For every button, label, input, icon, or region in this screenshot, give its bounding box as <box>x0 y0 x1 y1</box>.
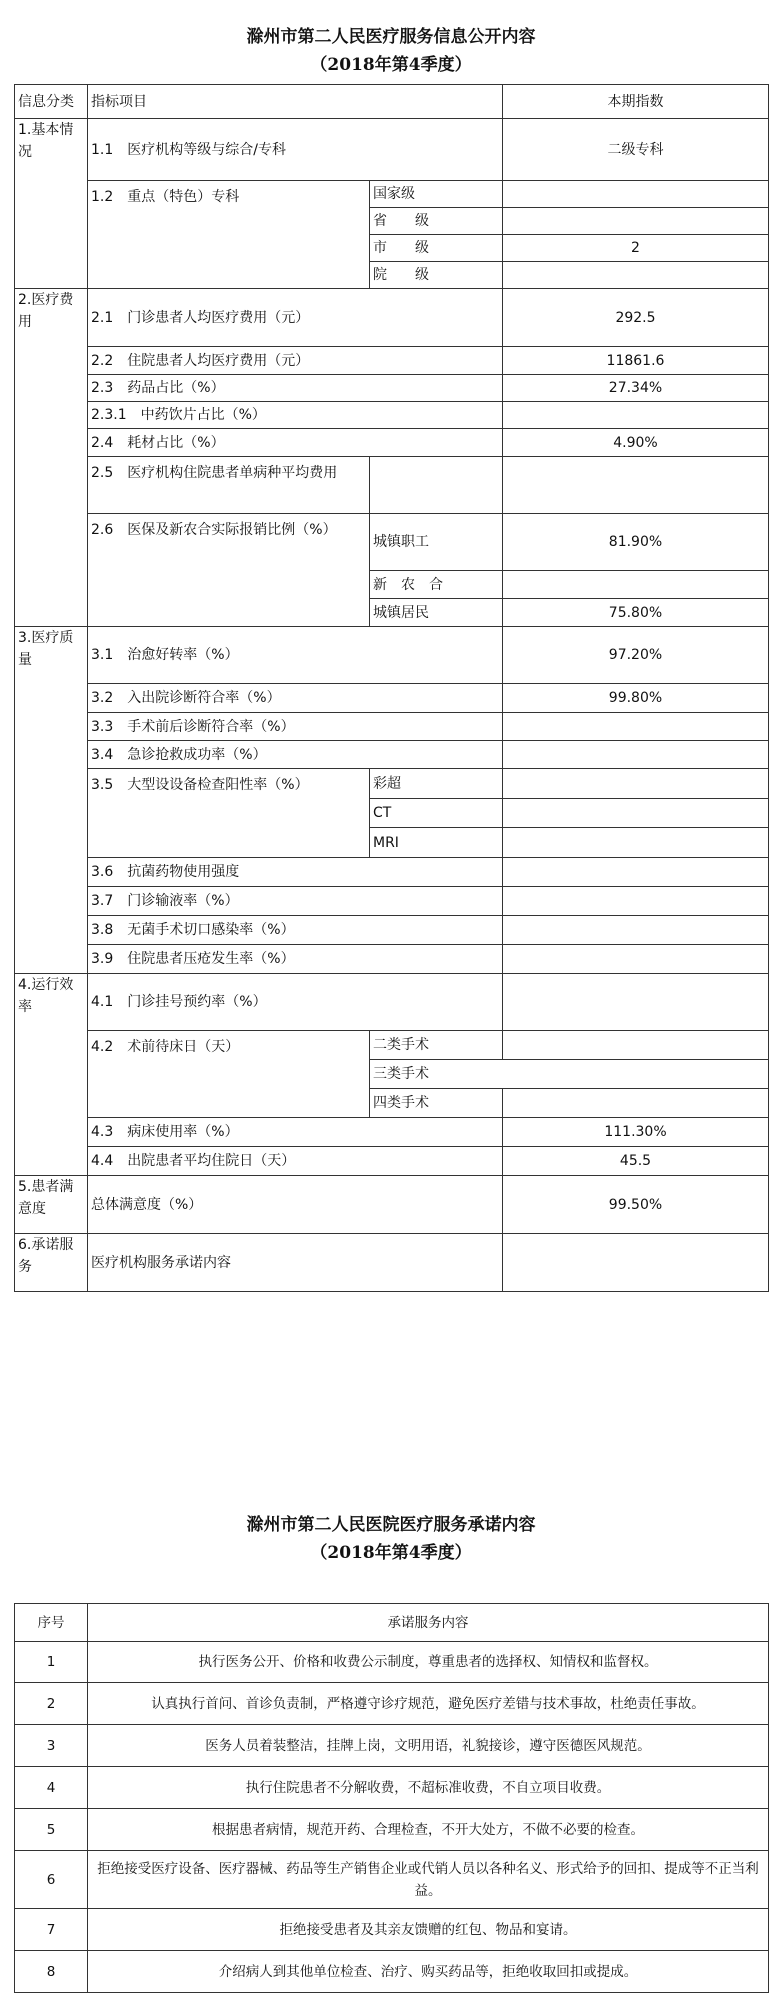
row-value <box>503 916 769 945</box>
category-cost: 2.医疗费用 <box>15 289 88 627</box>
sub-item: 彩超 <box>370 769 503 799</box>
row-value: 二级专科 <box>503 119 769 181</box>
sub-item: 省 级 <box>370 208 503 235</box>
row-item: 2.6 医保及新农合实际报销比例（%） <box>88 514 370 627</box>
sub-item: CT <box>370 799 503 828</box>
row-value <box>503 858 769 887</box>
row-value-empty <box>503 1089 769 1118</box>
row-item: 2.1 门诊患者人均医疗费用（元） <box>88 289 503 347</box>
table-row <box>15 514 769 571</box>
table-row <box>15 858 769 887</box>
sub-item: 院 级 <box>370 262 503 289</box>
row-text: 执行住院患者不分解收费，不超标准收费，不自立项目收费。 <box>88 1767 769 1809</box>
row-item: 医疗机构服务承诺内容 <box>88 1234 503 1292</box>
row-value <box>503 741 769 769</box>
row-value <box>503 181 769 208</box>
sub-item: 三类手术 <box>370 1060 769 1089</box>
row-item: 3.2 入出院诊断符合率（%） <box>88 684 503 713</box>
header-item: 指标项目 <box>88 85 503 119</box>
row-no: 5 <box>15 1809 88 1851</box>
row-text: 拒绝接受患者及其亲友馈赠的红包、物品和宴请。 <box>88 1909 769 1951</box>
page-subtitle: （2018年第4季度） <box>310 55 472 75</box>
row-item: 4.2 术前待床日（天） <box>88 1031 370 1118</box>
table-row <box>15 741 769 769</box>
table-row <box>15 1909 769 1951</box>
table-row <box>15 1118 769 1147</box>
sub-item: 新 农 合 <box>370 571 503 599</box>
row-no: 4 <box>15 1767 88 1809</box>
row-value <box>503 799 769 828</box>
row-item: 3.6 抗菌药物使用强度 <box>88 858 503 887</box>
row-text: 拒绝接受医疗设备、医疗器械、药品等生产销售企业或代销人员以各种名义、形式给予的回扣、提成等不正当利益。 <box>88 1851 769 1909</box>
row-item: 2.5 医疗机构住院患者单病种平均费用 <box>88 457 370 514</box>
row-no: 7 <box>15 1909 88 1951</box>
table-row <box>15 1147 769 1176</box>
row-value: 75.80% <box>503 599 769 627</box>
header-content: 承诺服务内容 <box>88 1604 769 1642</box>
row-item: 1.2 重点（特色）专科 <box>88 181 370 289</box>
table-row <box>15 1642 769 1683</box>
sub-item: 市 级 <box>370 235 503 262</box>
table-row <box>15 402 769 429</box>
row-value <box>503 402 769 429</box>
table-row <box>15 1851 769 1909</box>
row-item: 3.9 住院患者压疮发生率（%） <box>88 945 503 974</box>
row-item: 1.1 医疗机构等级与综合/专科 <box>88 119 503 181</box>
category-basic: 1.基本情况 <box>15 119 88 289</box>
row-value: 11861.6 <box>503 347 769 375</box>
row-value: 45.5 <box>503 1147 769 1176</box>
sub-item: 四类手术 <box>370 1089 503 1118</box>
row-value: 99.50% <box>503 1176 769 1234</box>
table-row <box>15 916 769 945</box>
row-no: 1 <box>15 1642 88 1683</box>
table-row <box>15 375 769 402</box>
row-value <box>503 887 769 916</box>
row-text: 介绍病人到其他单位检查、治疗、购买药品等，拒绝收取回扣或提成。 <box>88 1951 769 1993</box>
commitment-table <box>14 1603 769 1993</box>
table-row <box>15 974 769 1031</box>
row-value: 292.5 <box>503 289 769 347</box>
row-no: 8 <box>15 1951 88 1993</box>
category-commitment: 6.承诺服务 <box>15 1234 88 1292</box>
sub-item: 城镇居民 <box>370 599 503 627</box>
table-header-row <box>15 1604 769 1642</box>
row-value <box>503 1234 769 1292</box>
row-text: 执行医务公开、价格和收费公示制度，尊重患者的选择权、知情权和监督权。 <box>88 1642 769 1683</box>
sub-item: MRI <box>370 828 503 858</box>
row-item: 3.7 门诊输液率（%） <box>88 887 503 916</box>
row-text: 认真执行首问、首诊负责制，严格遵守诊疗规范，避免医疗差错与技术事故，杜绝责任事故。 <box>88 1683 769 1725</box>
row-value: 2 <box>503 235 769 262</box>
header-value: 本期指数 <box>503 85 769 119</box>
row-item: 3.3 手术前后诊断符合率（%） <box>88 713 503 741</box>
row-item: 4.3 病床使用率（%） <box>88 1118 503 1147</box>
row-value: 97.20% <box>503 627 769 684</box>
header-no: 序号 <box>15 1604 88 1642</box>
row-value <box>503 457 769 514</box>
category-quality: 3.医疗质量 <box>15 627 88 974</box>
row-value <box>503 974 769 1031</box>
row-text: 医务人员着装整洁，挂牌上岗，文明用语，礼貌接诊，遵守医德医风规范。 <box>88 1725 769 1767</box>
table-row <box>15 429 769 457</box>
commitment-title: 滁州市第二人民医院医疗服务承诺内容 <box>246 1515 536 1535</box>
row-item: 4.1 门诊挂号预约率（%） <box>88 974 503 1031</box>
row-value <box>503 769 769 799</box>
table-header-row <box>15 85 769 119</box>
info-disclosure-table <box>14 84 769 1292</box>
row-value <box>503 713 769 741</box>
row-value <box>503 945 769 974</box>
table-row <box>15 289 769 347</box>
row-item: 2.3.1 中药饮片占比（%） <box>88 402 503 429</box>
row-value <box>503 208 769 235</box>
table-row <box>15 1767 769 1809</box>
row-item: 2.2 住院患者人均医疗费用（元） <box>88 347 503 375</box>
row-value: 99.80% <box>503 684 769 713</box>
sub-item: 城镇职工 <box>370 514 503 571</box>
row-item: 3.1 治愈好转率（%） <box>88 627 503 684</box>
table-row <box>15 1031 769 1060</box>
row-value-empty <box>503 1031 769 1060</box>
table-row <box>15 119 769 181</box>
row-no: 3 <box>15 1725 88 1767</box>
commitment-subtitle: （2018年第4季度） <box>310 1543 472 1563</box>
row-item: 2.3 药品占比（%） <box>88 375 503 402</box>
table-row <box>15 769 769 799</box>
sub-item: 二类手术 <box>370 1031 503 1060</box>
row-value <box>503 828 769 858</box>
table-row <box>15 945 769 974</box>
row-item: 3.8 无菌手术切口感染率（%） <box>88 916 503 945</box>
table-row <box>15 181 769 208</box>
table-row <box>15 1176 769 1234</box>
row-item: 总体满意度（%） <box>88 1176 503 1234</box>
row-value: 81.90% <box>503 514 769 571</box>
row-item: 2.4 耗材占比（%） <box>88 429 503 457</box>
row-value: 4.90% <box>503 429 769 457</box>
table-row <box>15 1809 769 1851</box>
row-item: 3.4 急诊抢救成功率（%） <box>88 741 503 769</box>
table-row <box>15 347 769 375</box>
row-value <box>503 262 769 289</box>
table-row <box>15 1683 769 1725</box>
row-no: 6 <box>15 1851 88 1909</box>
table-row <box>15 457 769 514</box>
category-efficiency: 4.运行效率 <box>15 974 88 1176</box>
table-row <box>15 627 769 684</box>
row-item: 4.4 出院患者平均住院日（天） <box>88 1147 503 1176</box>
row-no: 2 <box>15 1683 88 1725</box>
sub-item: 国家级 <box>370 181 503 208</box>
table-row <box>15 713 769 741</box>
table-row <box>15 887 769 916</box>
row-item: 3.5 大型设设备检查阳性率（%） <box>88 769 370 858</box>
row-value <box>503 571 769 599</box>
table-row <box>15 1951 769 1993</box>
row-value: 27.34% <box>503 375 769 402</box>
category-satisfaction: 5.患者满意度 <box>15 1176 88 1234</box>
row-value: 111.30% <box>503 1118 769 1147</box>
header-category: 信息分类 <box>15 85 88 119</box>
page-title: 滁州市第二人民医疗服务信息公开内容 <box>246 27 536 47</box>
row-text: 根据患者病情，规范开药、合理检查，不开大处方，不做不必要的检查。 <box>88 1809 769 1851</box>
row-empty <box>370 457 503 514</box>
table-row <box>15 1725 769 1767</box>
table-row <box>15 684 769 713</box>
table-row <box>15 1234 769 1292</box>
